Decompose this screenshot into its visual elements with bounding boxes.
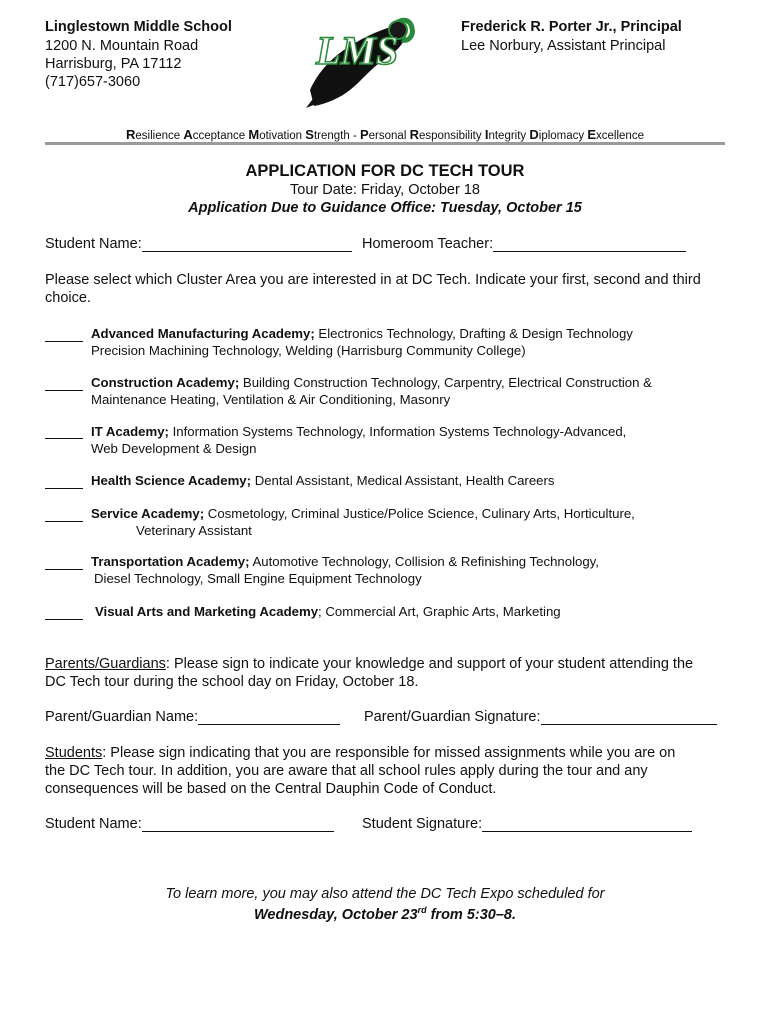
- principal-name: Frederick R. Porter Jr., Principal: [461, 19, 682, 35]
- student-signature-row: [362, 816, 692, 832]
- logo-text: LMS: [316, 28, 399, 73]
- choice-blank-advanced-manufacturing[interactable]: [45, 328, 83, 342]
- choice-blank-service[interactable]: [45, 508, 83, 522]
- cluster-health-science: Health Science Academy; Dental Assistant, Medical Assistant, Health Careers: [91, 473, 555, 488]
- cluster-construction: Construction Academy; Building Construction Technology, Carpentry, Electrical Construction & Maintenance Heating, Ventilation & Air Conditioning, Masonry: [91, 375, 652, 407]
- parent-name-label: Parent/Guardian Name:: [45, 709, 199, 725]
- student-name-label: Student Name:: [45, 236, 142, 252]
- student-signature-field[interactable]: [482, 817, 692, 832]
- cluster-advanced-manufacturing: Advanced Manufacturing Academy; Electronics Technology, Drafting & Design Technology Precision Machining Technology, Welding (Harrisburg Community College): [91, 326, 633, 358]
- school-address-line2: Harrisburg, PA 17112: [45, 56, 182, 72]
- parent-name-row: [45, 709, 340, 725]
- student-sign-name-label: Student Name:: [45, 816, 142, 832]
- student-name-row: [45, 236, 352, 252]
- footer-line2: Wednesday, October 23rd from 5:30–8.: [253, 905, 517, 923]
- cluster-it: IT Academy; Information Systems Technology, Information Systems Technology-Advanced, Web Development & Design: [91, 424, 627, 456]
- cluster-instructions: Please select which Cluster Area you are interested in at DC Tech. Indicate your first, second and third choice.: [45, 272, 701, 306]
- school-motto: Resilience Acceptance Motivation Strength - Personal Responsibility Integrity Diplomacy Excellence: [126, 127, 644, 142]
- cluster-transportation: Transportation Academy; Automotive Technology, Collision & Refinishing Technology, Diesel Technology, Small Engine Equipment Technology: [91, 554, 599, 586]
- homeroom-field[interactable]: [493, 237, 686, 252]
- choice-blank-visual-arts[interactable]: [45, 606, 83, 620]
- parents-statement: Parents/Guardians: Please sign to indicate your knowledge and support of your student attending the DC Tech tour during the school day on Friday, October 18.: [45, 656, 694, 690]
- tour-date: Tour Date: Friday, October 18: [290, 182, 480, 198]
- parent-signature-label: Parent/Guardian Signature:: [364, 709, 541, 725]
- parent-signature-row: [364, 709, 717, 725]
- application-due: Application Due to Guidance Office: Tuesday, October 15: [188, 200, 582, 216]
- homeroom-label: Homeroom Teacher:: [362, 236, 494, 252]
- choice-blank-health-science[interactable]: [45, 475, 83, 489]
- parent-signature-field[interactable]: [541, 710, 717, 725]
- school-logo: [298, 12, 418, 110]
- student-name-field[interactable]: [142, 237, 352, 252]
- header-divider: [45, 142, 725, 145]
- student-signature-label: Student Signature:: [362, 816, 483, 832]
- choice-blank-transportation[interactable]: [45, 556, 83, 570]
- school-name: Linglestown Middle School: [45, 19, 232, 35]
- assistant-principal-name: Lee Norbury, Assistant Principal: [461, 38, 666, 54]
- choice-blank-construction[interactable]: [45, 377, 83, 391]
- choice-blank-it[interactable]: [45, 425, 83, 439]
- student-sign-name-field[interactable]: [142, 817, 334, 832]
- students-statement: Students: Please sign indicating that you are responsible for missed assignments while you are on the DC Tech tour. In addition, you are aware that all school rules apply during the tour and any consequences will be based on the Central Dauphin Code of Conduct.: [45, 745, 676, 797]
- cluster-visual-arts: Visual Arts and Marketing Academy; Commercial Art, Graphic Arts, Marketing: [95, 604, 561, 619]
- student-sign-name-row: [45, 816, 334, 832]
- parent-name-field[interactable]: [198, 710, 340, 725]
- cluster-service: Service Academy; Cosmetology, Criminal Justice/Police Science, Culinary Arts, Horticulture, Veterinary Assistant: [91, 506, 635, 538]
- school-address-line1: 1200 N. Mountain Road: [45, 38, 199, 54]
- footer-line1: To learn more, you may also attend the DC Tech Expo scheduled for: [165, 886, 605, 902]
- page-title: APPLICATION FOR DC TECH TOUR: [245, 162, 525, 180]
- homeroom-row: [362, 236, 686, 252]
- school-phone: (717)657-3060: [45, 74, 141, 90]
